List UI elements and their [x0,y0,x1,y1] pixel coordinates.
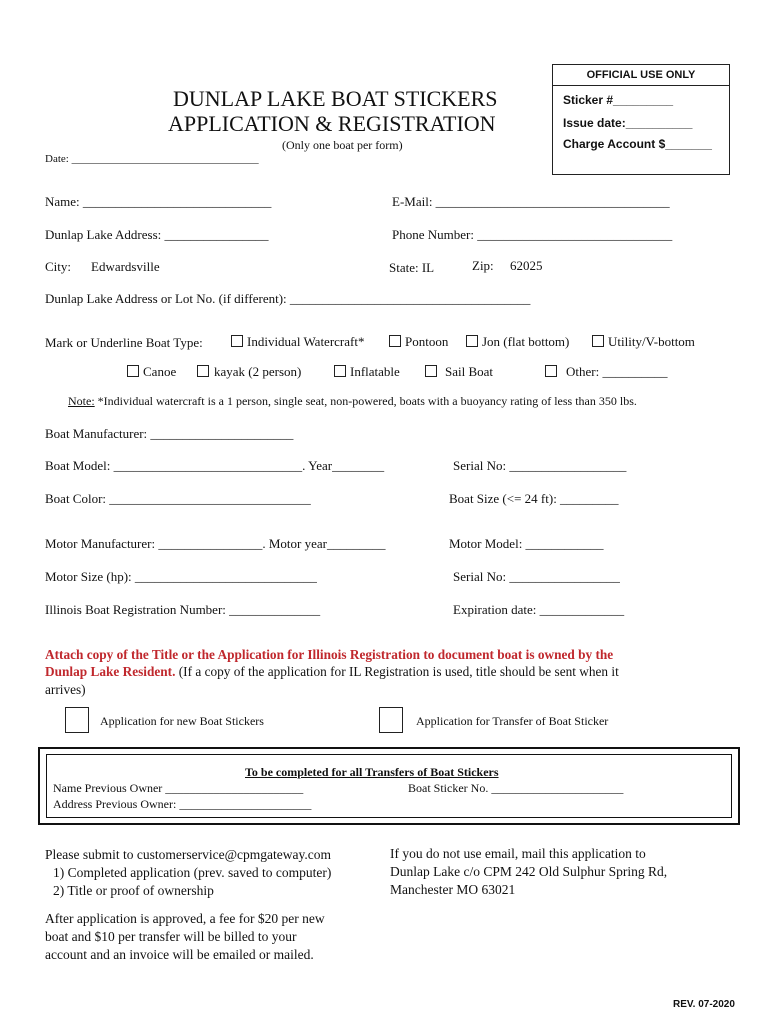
charge-account-field[interactable]: Charge Account $_______ [563,137,712,151]
fee-line-3: account and an invoice will be emailed or mailed. [45,947,314,962]
previous-owner-field[interactable]: Name Previous Owner _______________________ [53,781,304,795]
option-other[interactable]: Other: __________ [566,364,668,379]
option-utility: Utility/V-bottom [608,334,695,349]
option-sail-boat: Sail Boat [445,364,494,379]
name-field[interactable]: Name: _____________________________ [45,194,272,209]
attach-note: (If a copy of the application for IL Registration is used, title should be sent when it [175,664,619,679]
issue-date-field[interactable]: Issue date:__________ [563,116,693,130]
checkbox-canoe[interactable] [127,365,139,377]
checkbox-pontoon[interactable] [389,335,401,347]
official-use-box [552,64,730,175]
checkbox-other[interactable] [545,365,557,377]
watercraft-note [68,394,637,409]
sticker-number-field[interactable]: Sticker #_________ [563,93,674,107]
note-text: *Individual watercraft is a 1 person, single seat, non-powered, boats with a buoyancy rating of less than 350 lbs. [94,394,637,408]
motor-model-field[interactable]: Motor Model: ____________ [449,536,604,551]
option-canoe: Canoe [143,364,177,379]
label-new-stickers: Application for new Boat Stickers [100,714,264,728]
option-kayak: kayak (2 person) [214,364,302,379]
lot-number-field[interactable]: Dunlap Lake Address or Lot No. (if different): _____________________________________ [45,291,531,306]
fee-line-2: boat and $10 per transfer will be billed to your [45,929,297,944]
boat-color-field[interactable]: Boat Color: _______________________________ [45,491,311,506]
zip-value[interactable]: 62025 [510,258,543,273]
email-field[interactable]: E-Mail: ____________________________________ [392,194,670,209]
form-subtitle: (Only one boat per form) [282,138,403,152]
checkbox-jon[interactable] [466,335,478,347]
motor-serial-field[interactable]: Serial No: _________________ [453,569,620,584]
form-title-line1: DUNLAP LAKE BOAT STICKERS [173,86,498,111]
state-field[interactable]: State: IL [389,260,435,275]
submit-item-1: 1) Completed application (prev. saved to computer) [53,865,332,880]
boat-sticker-number-field[interactable]: Boat Sticker No. ______________________ [408,781,624,795]
lake-address-field[interactable]: Dunlap Lake Address: ________________ [45,227,269,242]
boat-size-field[interactable]: Boat Size (<= 24 ft): _________ [449,491,619,506]
previous-owner-address-field[interactable]: Address Previous Owner: ______________________ [53,797,312,811]
checkbox-individual-watercraft[interactable] [231,335,243,347]
mail-line-1: If you do not use email, mail this application to [390,846,646,861]
boat-model-field[interactable]: Boat Model: _____________________________. Year________ [45,458,385,473]
official-use-header: OFFICIAL USE ONLY [553,65,729,86]
form-title-line2: APPLICATION & REGISTRATION [168,111,496,136]
attach-line3: arrives) [45,682,86,697]
attach-line2 [45,664,619,680]
phone-field[interactable]: Phone Number: ______________________________ [392,227,673,242]
motor-size-field[interactable]: Motor Size (hp): ____________________________ [45,569,317,584]
expiration-date-field[interactable]: Expiration date: _____________ [453,602,625,617]
option-individual-watercraft: Individual Watercraft* [247,334,365,349]
city-value[interactable]: Edwardsville [91,259,160,274]
fee-line-1: After application is approved, a fee for $20 per new [45,911,325,926]
checkbox-kayak[interactable] [197,365,209,377]
checkbox-transfer-sticker[interactable] [379,707,403,733]
note-label: Note: [68,394,95,408]
mail-line-3: Manchester MO 63021 [390,882,516,897]
checkbox-inflatable[interactable] [334,365,346,377]
checkbox-sail-boat[interactable] [425,365,437,377]
date-field[interactable]: Date: __________________________________ [45,153,259,165]
il-registration-field[interactable]: Illinois Boat Registration Number: ______________ [45,602,321,617]
motor-manufacturer-field[interactable]: Motor Manufacturer: ________________. Motor year_________ [45,536,386,551]
submit-item-2: 2) Title or proof of ownership [53,883,214,898]
attach-resident: Dunlap Lake Resident. [45,664,176,679]
submit-email-line: Please submit to customerservice@cpmgateway.com [45,847,331,862]
checkbox-new-stickers[interactable] [65,707,89,733]
mail-line-2: Dunlap Lake c/o CPM 242 Old Sulphur Spring Rd, [390,864,668,879]
boat-manufacturer-field[interactable]: Boat Manufacturer: ______________________ [45,426,294,441]
attach-line1: Attach copy of the Title or the Application for Illinois Registration to document boat is owned by the [45,647,614,662]
checkbox-utility[interactable] [592,335,604,347]
revision-label: REV. 07-2020 [673,999,735,1010]
option-jon: Jon (flat bottom) [482,334,570,349]
transfer-heading: To be completed for all Transfers of Boat Stickers [245,765,499,779]
boat-serial-field[interactable]: Serial No: __________________ [453,458,627,473]
boat-type-label: Mark or Underline Boat Type: [45,335,203,350]
zip-label: Zip: [472,258,494,273]
option-pontoon: Pontoon [405,334,449,349]
option-inflatable: Inflatable [350,364,400,379]
city-label: City: [45,259,72,274]
label-transfer-sticker: Application for Transfer of Boat Sticker [416,714,609,728]
